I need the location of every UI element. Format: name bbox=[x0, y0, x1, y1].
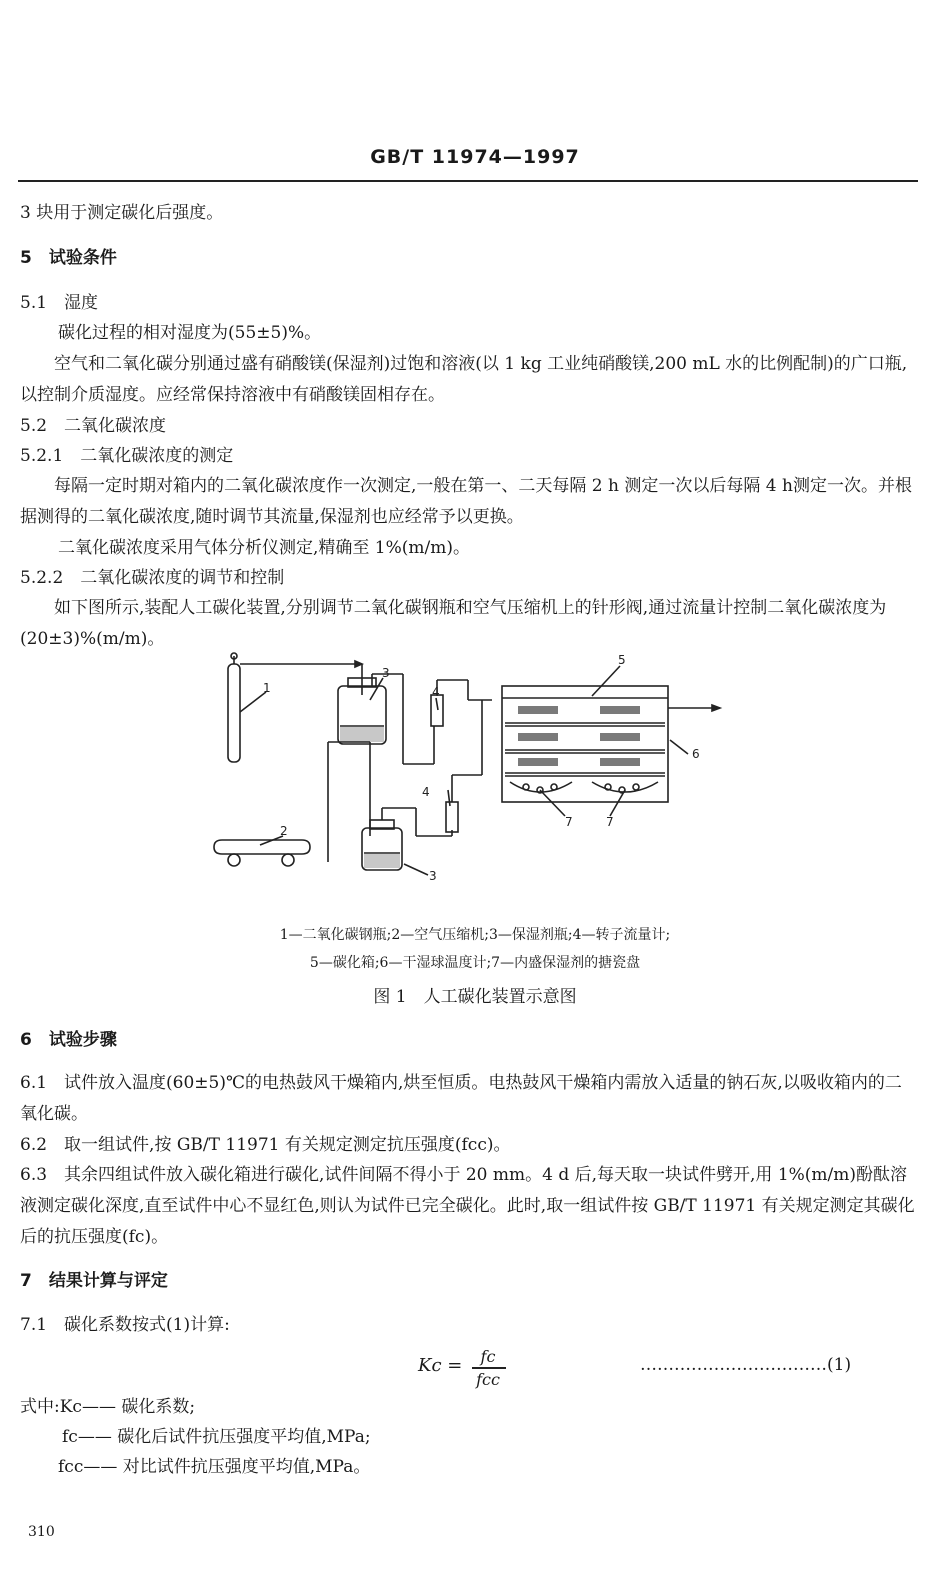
paragraph-6-2: 6.2 取一组试件,按 GB/T 11971 有关规定测定抗压强度(fcc)。 bbox=[20, 1135, 511, 1155]
label-7-right: 7 bbox=[606, 815, 614, 829]
figure-title: 图 1 人工碳化装置示意图 bbox=[373, 987, 577, 1007]
label-7-left: 7 bbox=[565, 815, 573, 829]
section-heading-6: 6 试验步骤 bbox=[20, 1030, 117, 1050]
label-4-top: 4 bbox=[432, 685, 440, 699]
where-line-1: 式中:Kc—— 碳化系数; bbox=[20, 1397, 196, 1417]
fraction-line bbox=[472, 1367, 506, 1369]
paragraph-7-1: 7.1 碳化系数按式(1)计算: bbox=[20, 1315, 230, 1335]
figure-caption-line-1: 1—二氧化碳钢瓶;2—空气压缩机;3—保湿剂瓶;4—转子流量计; bbox=[279, 927, 671, 943]
label-2: 2 bbox=[280, 824, 288, 838]
section-heading-7: 7 结果计算与评定 bbox=[20, 1271, 168, 1291]
document-code-header: GB/T 11974—1997 bbox=[370, 146, 580, 168]
label-1: 1 bbox=[263, 681, 271, 695]
section-heading-5: 5 试验条件 bbox=[20, 248, 117, 268]
subsection-heading-5-1: 5.1 湿度 bbox=[20, 293, 99, 313]
where-line-2: fc—— 碳化后试件抗压强度平均值,MPa; bbox=[62, 1427, 371, 1447]
paragraph-6-3: 6.3 其余四组试件放入碳化箱进行碳化,试件间隔不得小于 20 mm。4 d 后,每天取一块试件劈开,用 1%(m/m)酚酞溶液测定碳化深度,直至试件中心不显红色,则认为试件已完全碳化。此时,取一组试件按 GB/T 11971 有关规定测定其碳化后的抗压强度(fc)。 bbox=[20, 1165, 915, 1247]
paragraph-6-1: 6.1 试件放入温度(60±5)℃的电热鼓风干燥箱内,烘至恒质。电热鼓风干燥箱内需放入适量的钠石灰,以吸收箱内的二氧化碳。 bbox=[20, 1073, 902, 1124]
label-6: 6 bbox=[692, 747, 700, 761]
formula-number: ……………………………(1) bbox=[640, 1355, 852, 1375]
formula-numerator: fc bbox=[480, 1347, 496, 1366]
formula-lhs: Kc = bbox=[418, 1355, 463, 1376]
co2-cylinder bbox=[228, 664, 240, 762]
paragraph-text: 如下图所示,装配人工碳化装置,分别调节二氧化碳钢瓶和空气压缩机上的针形阀,通过流量计控制二氧化碳浓度为(20±3)%(m/m)。 bbox=[20, 598, 887, 649]
subsection-heading-5-2-2: 5.2.2 二氧化碳浓度的调节和控制 bbox=[20, 568, 285, 588]
air-compressor bbox=[214, 840, 310, 854]
label-5: 5 bbox=[618, 653, 626, 667]
flowmeter-2 bbox=[446, 802, 458, 832]
apparatus-diagram bbox=[200, 650, 730, 890]
paragraph-text: 碳化过程的相对湿度为(55±5)%。 bbox=[58, 323, 322, 343]
subsection-heading-5-2-1: 5.2.1 二氧化碳浓度的测定 bbox=[20, 446, 234, 466]
label-3-top: 3 bbox=[382, 666, 390, 680]
subsection-heading-5-2: 5.2 二氧化碳浓度 bbox=[20, 416, 167, 436]
paragraph-text: 每隔一定时期对箱内的二氧化碳浓度作一次测定,一般在第一、二天每隔 2 h 测定一次以后每隔 4 h测定一次。并根据测得的二氧化碳浓度,随时调节其流量,保湿剂也应经常予以更换。 bbox=[20, 476, 912, 527]
formula-denominator: fcc bbox=[476, 1370, 500, 1389]
label-3-bottom: 3 bbox=[429, 869, 437, 883]
page-number: 310 bbox=[28, 1524, 55, 1540]
paragraph-text: 二氧化碳浓度采用气体分析仪测定,精确至 1%(m/m)。 bbox=[58, 538, 471, 558]
figure-caption-line-2: 5—碳化箱;6—干湿球温度计;7—内盛保湿剂的搪瓷盘 bbox=[309, 955, 641, 971]
where-line-3: fcc—— 对比试件抗压强度平均值,MPa。 bbox=[58, 1457, 371, 1477]
paragraph-text: 3 块用于测定碳化后强度。 bbox=[20, 203, 224, 223]
header-rule bbox=[18, 180, 918, 182]
paragraph-text: 空气和二氧化碳分别通过盛有硝酸镁(保湿剂)过饱和溶液(以 1 kg 工业纯硝酸镁,200 mL 水的比例配制)的广口瓶,以控制介质湿度。应经常保持溶液中有硝酸镁固相存在。 bbox=[20, 354, 908, 405]
label-4-bottom: 4 bbox=[422, 785, 430, 799]
